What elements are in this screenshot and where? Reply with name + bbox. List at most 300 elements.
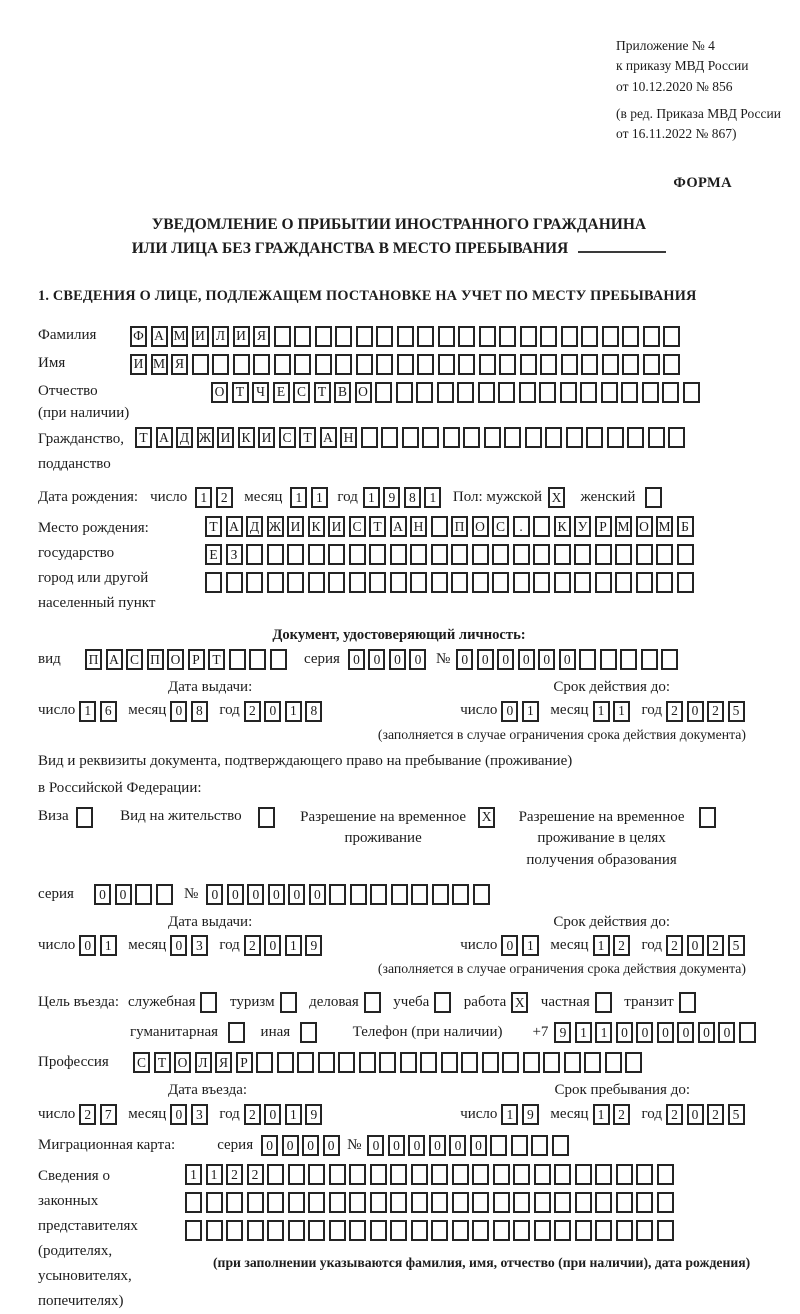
char-cell[interactable]: 0 bbox=[429, 1135, 446, 1156]
char-cell[interactable] bbox=[581, 326, 598, 347]
char-cell[interactable] bbox=[575, 1164, 592, 1185]
char-cell[interactable]: Т bbox=[369, 516, 386, 537]
char-cell[interactable]: 0 bbox=[368, 649, 385, 670]
char-cell[interactable] bbox=[564, 1052, 581, 1073]
char-cell[interactable] bbox=[543, 1052, 560, 1073]
char-cell[interactable] bbox=[473, 884, 490, 905]
char-cell[interactable]: О bbox=[211, 382, 228, 403]
char-cell[interactable] bbox=[267, 572, 284, 593]
char-cell[interactable] bbox=[636, 1192, 653, 1213]
char-cell[interactable]: Т bbox=[205, 516, 222, 537]
char-cell[interactable]: П bbox=[451, 516, 468, 537]
char-cell[interactable] bbox=[274, 326, 291, 347]
char-cell[interactable]: К bbox=[238, 427, 255, 448]
char-cell[interactable] bbox=[410, 572, 427, 593]
char-cell[interactable]: 0 bbox=[170, 701, 187, 722]
char-cell[interactable]: 0 bbox=[616, 1022, 633, 1043]
char-cell[interactable] bbox=[256, 1052, 273, 1073]
char-cell[interactable] bbox=[574, 572, 591, 593]
char-cell[interactable] bbox=[356, 326, 373, 347]
char-cell[interactable] bbox=[513, 1192, 530, 1213]
char-cell[interactable] bbox=[417, 326, 434, 347]
char-cell[interactable] bbox=[662, 382, 679, 403]
char-cell[interactable]: М bbox=[656, 516, 673, 537]
char-cell[interactable]: А bbox=[156, 427, 173, 448]
char-cell[interactable] bbox=[621, 382, 638, 403]
char-cell[interactable] bbox=[622, 326, 639, 347]
char-cell[interactable]: 0 bbox=[538, 649, 555, 670]
char-cell[interactable] bbox=[493, 1164, 510, 1185]
char-cell[interactable] bbox=[554, 1164, 571, 1185]
char-cell[interactable] bbox=[482, 1052, 499, 1073]
char-cell[interactable]: 0 bbox=[636, 1022, 653, 1043]
char-cell[interactable]: 2 bbox=[226, 1164, 243, 1185]
char-cell[interactable]: И bbox=[233, 326, 250, 347]
char-cell[interactable]: Л bbox=[212, 326, 229, 347]
char-cell[interactable] bbox=[657, 1192, 674, 1213]
char-cell[interactable] bbox=[493, 1192, 510, 1213]
char-cell[interactable] bbox=[349, 572, 366, 593]
char-cell[interactable] bbox=[663, 354, 680, 375]
char-cell[interactable] bbox=[287, 572, 304, 593]
char-cell[interactable]: 2 bbox=[707, 701, 724, 722]
char-cell[interactable] bbox=[417, 354, 434, 375]
char-cell[interactable]: О bbox=[636, 516, 653, 537]
char-cell[interactable]: X bbox=[511, 992, 528, 1013]
char-cell[interactable] bbox=[534, 1192, 551, 1213]
char-cell[interactable] bbox=[376, 354, 393, 375]
char-cell[interactable] bbox=[443, 427, 460, 448]
char-cell[interactable]: П bbox=[85, 649, 102, 670]
char-cell[interactable] bbox=[602, 354, 619, 375]
char-cell[interactable] bbox=[300, 1022, 317, 1043]
char-cell[interactable] bbox=[656, 572, 673, 593]
char-cell[interactable] bbox=[277, 1052, 294, 1073]
char-cell[interactable] bbox=[349, 1220, 366, 1241]
char-cell[interactable] bbox=[329, 884, 346, 905]
char-cell[interactable] bbox=[472, 572, 489, 593]
char-cell[interactable]: М bbox=[171, 326, 188, 347]
char-cell[interactable]: О bbox=[472, 516, 489, 537]
char-cell[interactable]: И bbox=[258, 427, 275, 448]
char-cell[interactable] bbox=[315, 326, 332, 347]
char-cell[interactable]: М bbox=[151, 354, 168, 375]
char-cell[interactable]: 0 bbox=[302, 1135, 319, 1156]
char-cell[interactable] bbox=[520, 326, 537, 347]
char-cell[interactable]: Ж bbox=[197, 427, 214, 448]
char-cell[interactable] bbox=[602, 326, 619, 347]
char-cell[interactable]: А bbox=[390, 516, 407, 537]
char-cell[interactable] bbox=[226, 1192, 243, 1213]
char-cell[interactable] bbox=[451, 544, 468, 565]
char-cell[interactable] bbox=[359, 1052, 376, 1073]
char-cell[interactable] bbox=[438, 326, 455, 347]
char-cell[interactable] bbox=[607, 427, 624, 448]
char-cell[interactable] bbox=[600, 649, 617, 670]
char-cell[interactable] bbox=[349, 544, 366, 565]
char-cell[interactable]: 1 bbox=[593, 701, 610, 722]
char-cell[interactable] bbox=[622, 354, 639, 375]
char-cell[interactable]: 2 bbox=[613, 1104, 630, 1125]
char-cell[interactable]: И bbox=[287, 516, 304, 537]
char-cell[interactable]: 2 bbox=[247, 1164, 264, 1185]
char-cell[interactable] bbox=[739, 1022, 756, 1043]
char-cell[interactable] bbox=[274, 354, 291, 375]
char-cell[interactable] bbox=[668, 427, 685, 448]
char-cell[interactable] bbox=[677, 572, 694, 593]
char-cell[interactable] bbox=[434, 992, 451, 1013]
char-cell[interactable] bbox=[420, 1052, 437, 1073]
char-cell[interactable]: Р bbox=[188, 649, 205, 670]
char-cell[interactable]: 0 bbox=[268, 884, 285, 905]
char-cell[interactable]: С bbox=[126, 649, 143, 670]
char-cell[interactable]: 0 bbox=[501, 935, 518, 956]
char-cell[interactable]: 2 bbox=[666, 1104, 683, 1125]
char-cell[interactable] bbox=[636, 1220, 653, 1241]
char-cell[interactable] bbox=[411, 1220, 428, 1241]
char-cell[interactable] bbox=[247, 1192, 264, 1213]
char-cell[interactable]: С bbox=[349, 516, 366, 537]
char-cell[interactable] bbox=[328, 572, 345, 593]
char-cell[interactable]: Р bbox=[236, 1052, 253, 1073]
char-cell[interactable] bbox=[499, 354, 516, 375]
char-cell[interactable]: Я bbox=[171, 354, 188, 375]
char-cell[interactable] bbox=[656, 544, 673, 565]
char-cell[interactable] bbox=[270, 649, 287, 670]
char-cell[interactable]: 8 bbox=[305, 701, 322, 722]
char-cell[interactable]: В bbox=[334, 382, 351, 403]
char-cell[interactable] bbox=[246, 544, 263, 565]
char-cell[interactable]: 1 bbox=[613, 701, 630, 722]
char-cell[interactable] bbox=[490, 1135, 507, 1156]
char-cell[interactable]: У bbox=[574, 516, 591, 537]
char-cell[interactable] bbox=[561, 354, 578, 375]
char-cell[interactable] bbox=[135, 884, 152, 905]
char-cell[interactable] bbox=[533, 516, 550, 537]
char-cell[interactable] bbox=[615, 544, 632, 565]
char-cell[interactable]: П bbox=[147, 649, 164, 670]
char-cell[interactable] bbox=[463, 427, 480, 448]
char-cell[interactable]: 1 bbox=[424, 487, 441, 508]
char-cell[interactable] bbox=[422, 427, 439, 448]
char-cell[interactable]: 0 bbox=[389, 649, 406, 670]
char-cell[interactable] bbox=[545, 427, 562, 448]
char-cell[interactable]: О bbox=[167, 649, 184, 670]
char-cell[interactable]: 0 bbox=[718, 1022, 735, 1043]
char-cell[interactable] bbox=[361, 427, 378, 448]
char-cell[interactable]: 0 bbox=[323, 1135, 340, 1156]
char-cell[interactable] bbox=[206, 1220, 223, 1241]
char-cell[interactable]: Б bbox=[677, 516, 694, 537]
char-cell[interactable] bbox=[308, 1192, 325, 1213]
char-cell[interactable] bbox=[636, 544, 653, 565]
char-cell[interactable] bbox=[492, 572, 509, 593]
char-cell[interactable] bbox=[579, 649, 596, 670]
char-cell[interactable] bbox=[350, 884, 367, 905]
char-cell[interactable]: С bbox=[293, 382, 310, 403]
char-cell[interactable] bbox=[511, 1135, 528, 1156]
char-cell[interactable]: 0 bbox=[309, 884, 326, 905]
char-cell[interactable] bbox=[595, 572, 612, 593]
char-cell[interactable] bbox=[502, 1052, 519, 1073]
char-cell[interactable] bbox=[513, 1220, 530, 1241]
char-cell[interactable]: 1 bbox=[185, 1164, 202, 1185]
char-cell[interactable]: 1 bbox=[593, 935, 610, 956]
char-cell[interactable] bbox=[452, 1220, 469, 1241]
char-cell[interactable] bbox=[318, 1052, 335, 1073]
char-cell[interactable]: С bbox=[279, 427, 296, 448]
char-cell[interactable] bbox=[308, 572, 325, 593]
char-cell[interactable]: А bbox=[320, 427, 337, 448]
char-cell[interactable] bbox=[381, 427, 398, 448]
char-cell[interactable]: И bbox=[328, 516, 345, 537]
char-cell[interactable] bbox=[253, 354, 270, 375]
char-cell[interactable] bbox=[472, 1164, 489, 1185]
char-cell[interactable] bbox=[645, 487, 662, 508]
char-cell[interactable]: А bbox=[226, 516, 243, 537]
char-cell[interactable] bbox=[554, 544, 571, 565]
char-cell[interactable]: 0 bbox=[687, 935, 704, 956]
char-cell[interactable] bbox=[534, 1220, 551, 1241]
char-cell[interactable]: . bbox=[513, 516, 530, 537]
char-cell[interactable]: 1 bbox=[311, 487, 328, 508]
char-cell[interactable] bbox=[192, 354, 209, 375]
char-cell[interactable] bbox=[431, 1192, 448, 1213]
char-cell[interactable]: 1 bbox=[100, 935, 117, 956]
char-cell[interactable] bbox=[677, 544, 694, 565]
char-cell[interactable]: 2 bbox=[216, 487, 233, 508]
char-cell[interactable] bbox=[539, 382, 556, 403]
char-cell[interactable]: 0 bbox=[261, 1135, 278, 1156]
char-cell[interactable] bbox=[375, 382, 392, 403]
char-cell[interactable] bbox=[335, 354, 352, 375]
char-cell[interactable]: 5 bbox=[728, 1104, 745, 1125]
char-cell[interactable] bbox=[554, 572, 571, 593]
char-cell[interactable]: 0 bbox=[687, 1104, 704, 1125]
char-cell[interactable] bbox=[390, 1220, 407, 1241]
char-cell[interactable] bbox=[267, 1164, 284, 1185]
char-cell[interactable] bbox=[212, 354, 229, 375]
char-cell[interactable] bbox=[206, 1192, 223, 1213]
char-cell[interactable] bbox=[534, 1164, 551, 1185]
char-cell[interactable] bbox=[329, 1220, 346, 1241]
char-cell[interactable] bbox=[601, 382, 618, 403]
char-cell[interactable] bbox=[411, 1164, 428, 1185]
char-cell[interactable] bbox=[431, 1164, 448, 1185]
char-cell[interactable] bbox=[441, 1052, 458, 1073]
char-cell[interactable]: 0 bbox=[227, 884, 244, 905]
char-cell[interactable]: Т bbox=[314, 382, 331, 403]
char-cell[interactable] bbox=[581, 354, 598, 375]
char-cell[interactable]: И bbox=[130, 354, 147, 375]
char-cell[interactable] bbox=[513, 572, 530, 593]
char-cell[interactable]: 0 bbox=[94, 884, 111, 905]
char-cell[interactable] bbox=[338, 1052, 355, 1073]
char-cell[interactable] bbox=[479, 354, 496, 375]
char-cell[interactable]: 9 bbox=[522, 1104, 539, 1125]
char-cell[interactable] bbox=[226, 572, 243, 593]
char-cell[interactable] bbox=[479, 326, 496, 347]
char-cell[interactable] bbox=[431, 544, 448, 565]
char-cell[interactable] bbox=[280, 992, 297, 1013]
char-cell[interactable] bbox=[370, 1192, 387, 1213]
char-cell[interactable]: О bbox=[174, 1052, 191, 1073]
char-cell[interactable]: 2 bbox=[707, 935, 724, 956]
char-cell[interactable] bbox=[627, 427, 644, 448]
char-cell[interactable] bbox=[349, 1164, 366, 1185]
char-cell[interactable] bbox=[308, 544, 325, 565]
char-cell[interactable] bbox=[288, 1192, 305, 1213]
char-cell[interactable]: 0 bbox=[79, 935, 96, 956]
char-cell[interactable] bbox=[642, 382, 659, 403]
char-cell[interactable] bbox=[525, 427, 542, 448]
char-cell[interactable] bbox=[566, 427, 583, 448]
char-cell[interactable] bbox=[554, 1192, 571, 1213]
char-cell[interactable]: 1 bbox=[501, 1104, 518, 1125]
char-cell[interactable] bbox=[595, 1192, 612, 1213]
char-cell[interactable] bbox=[575, 1192, 592, 1213]
char-cell[interactable]: Т bbox=[208, 649, 225, 670]
char-cell[interactable]: 0 bbox=[408, 1135, 425, 1156]
char-cell[interactable]: 0 bbox=[367, 1135, 384, 1156]
char-cell[interactable] bbox=[267, 1220, 284, 1241]
char-cell[interactable] bbox=[411, 1192, 428, 1213]
char-cell[interactable]: Л bbox=[195, 1052, 212, 1073]
char-cell[interactable] bbox=[397, 326, 414, 347]
char-cell[interactable]: Р bbox=[595, 516, 612, 537]
char-cell[interactable] bbox=[540, 354, 557, 375]
char-cell[interactable] bbox=[643, 326, 660, 347]
char-cell[interactable]: X bbox=[548, 487, 565, 508]
char-cell[interactable] bbox=[294, 326, 311, 347]
char-cell[interactable]: 2 bbox=[666, 935, 683, 956]
char-cell[interactable] bbox=[533, 572, 550, 593]
char-cell[interactable]: Д bbox=[246, 516, 263, 537]
char-cell[interactable]: 1 bbox=[206, 1164, 223, 1185]
char-cell[interactable]: 0 bbox=[698, 1022, 715, 1043]
char-cell[interactable] bbox=[625, 1052, 642, 1073]
char-cell[interactable] bbox=[561, 326, 578, 347]
char-cell[interactable] bbox=[391, 884, 408, 905]
char-cell[interactable]: 0 bbox=[409, 649, 426, 670]
char-cell[interactable]: 0 bbox=[247, 884, 264, 905]
char-cell[interactable]: 0 bbox=[115, 884, 132, 905]
char-cell[interactable] bbox=[370, 1220, 387, 1241]
char-cell[interactable] bbox=[575, 1220, 592, 1241]
char-cell[interactable] bbox=[247, 1220, 264, 1241]
char-cell[interactable]: 0 bbox=[264, 1104, 281, 1125]
char-cell[interactable] bbox=[410, 544, 427, 565]
char-cell[interactable] bbox=[699, 807, 716, 828]
char-cell[interactable]: 0 bbox=[449, 1135, 466, 1156]
char-cell[interactable] bbox=[552, 1135, 569, 1156]
char-cell[interactable] bbox=[574, 544, 591, 565]
char-cell[interactable] bbox=[554, 1220, 571, 1241]
char-cell[interactable] bbox=[294, 354, 311, 375]
char-cell[interactable]: 8 bbox=[191, 701, 208, 722]
char-cell[interactable] bbox=[478, 382, 495, 403]
char-cell[interactable] bbox=[432, 884, 449, 905]
char-cell[interactable] bbox=[605, 1052, 622, 1073]
char-cell[interactable] bbox=[437, 382, 454, 403]
char-cell[interactable] bbox=[438, 354, 455, 375]
char-cell[interactable] bbox=[595, 1220, 612, 1241]
char-cell[interactable]: 0 bbox=[687, 701, 704, 722]
char-cell[interactable]: Я bbox=[253, 326, 270, 347]
char-cell[interactable]: X bbox=[478, 807, 495, 828]
char-cell[interactable] bbox=[616, 1192, 633, 1213]
char-cell[interactable] bbox=[364, 992, 381, 1013]
char-cell[interactable] bbox=[586, 427, 603, 448]
char-cell[interactable]: Ж bbox=[267, 516, 284, 537]
char-cell[interactable] bbox=[308, 1220, 325, 1241]
char-cell[interactable] bbox=[390, 1164, 407, 1185]
char-cell[interactable] bbox=[233, 354, 250, 375]
char-cell[interactable] bbox=[431, 1220, 448, 1241]
char-cell[interactable] bbox=[499, 326, 516, 347]
char-cell[interactable]: 1 bbox=[285, 935, 302, 956]
char-cell[interactable]: 0 bbox=[264, 701, 281, 722]
char-cell[interactable]: 1 bbox=[285, 1104, 302, 1125]
char-cell[interactable] bbox=[493, 1220, 510, 1241]
char-cell[interactable]: 2 bbox=[244, 935, 261, 956]
char-cell[interactable] bbox=[329, 1192, 346, 1213]
char-cell[interactable] bbox=[461, 1052, 478, 1073]
char-cell[interactable]: Ф bbox=[130, 326, 147, 347]
char-cell[interactable]: И bbox=[217, 427, 234, 448]
char-cell[interactable] bbox=[226, 1220, 243, 1241]
char-cell[interactable] bbox=[641, 649, 658, 670]
char-cell[interactable]: 0 bbox=[477, 649, 494, 670]
char-cell[interactable]: 2 bbox=[613, 935, 630, 956]
char-cell[interactable]: 0 bbox=[501, 701, 518, 722]
char-cell[interactable] bbox=[560, 382, 577, 403]
char-cell[interactable]: Ч bbox=[252, 382, 269, 403]
char-cell[interactable] bbox=[519, 382, 536, 403]
char-cell[interactable] bbox=[200, 992, 217, 1013]
char-cell[interactable] bbox=[472, 544, 489, 565]
char-cell[interactable]: 0 bbox=[677, 1022, 694, 1043]
char-cell[interactable] bbox=[451, 572, 468, 593]
char-cell[interactable] bbox=[76, 807, 93, 828]
char-cell[interactable]: 2 bbox=[79, 1104, 96, 1125]
char-cell[interactable] bbox=[376, 326, 393, 347]
char-cell[interactable]: 3 bbox=[191, 1104, 208, 1125]
char-cell[interactable] bbox=[540, 326, 557, 347]
char-cell[interactable] bbox=[416, 382, 433, 403]
char-cell[interactable] bbox=[513, 544, 530, 565]
char-cell[interactable]: Н bbox=[340, 427, 357, 448]
char-cell[interactable] bbox=[390, 1192, 407, 1213]
char-cell[interactable] bbox=[657, 1164, 674, 1185]
char-cell[interactable]: 0 bbox=[470, 1135, 487, 1156]
char-cell[interactable] bbox=[683, 382, 700, 403]
char-cell[interactable] bbox=[679, 992, 696, 1013]
char-cell[interactable]: 5 bbox=[728, 935, 745, 956]
char-cell[interactable]: 2 bbox=[666, 701, 683, 722]
char-cell[interactable]: 0 bbox=[559, 649, 576, 670]
char-cell[interactable] bbox=[328, 544, 345, 565]
char-cell[interactable] bbox=[329, 1164, 346, 1185]
char-cell[interactable]: Т bbox=[232, 382, 249, 403]
char-cell[interactable]: 1 bbox=[195, 487, 212, 508]
char-cell[interactable]: 9 bbox=[554, 1022, 571, 1043]
char-cell[interactable] bbox=[580, 382, 597, 403]
char-cell[interactable] bbox=[520, 354, 537, 375]
char-cell[interactable] bbox=[648, 427, 665, 448]
char-cell[interactable] bbox=[185, 1220, 202, 1241]
char-cell[interactable]: 0 bbox=[170, 935, 187, 956]
